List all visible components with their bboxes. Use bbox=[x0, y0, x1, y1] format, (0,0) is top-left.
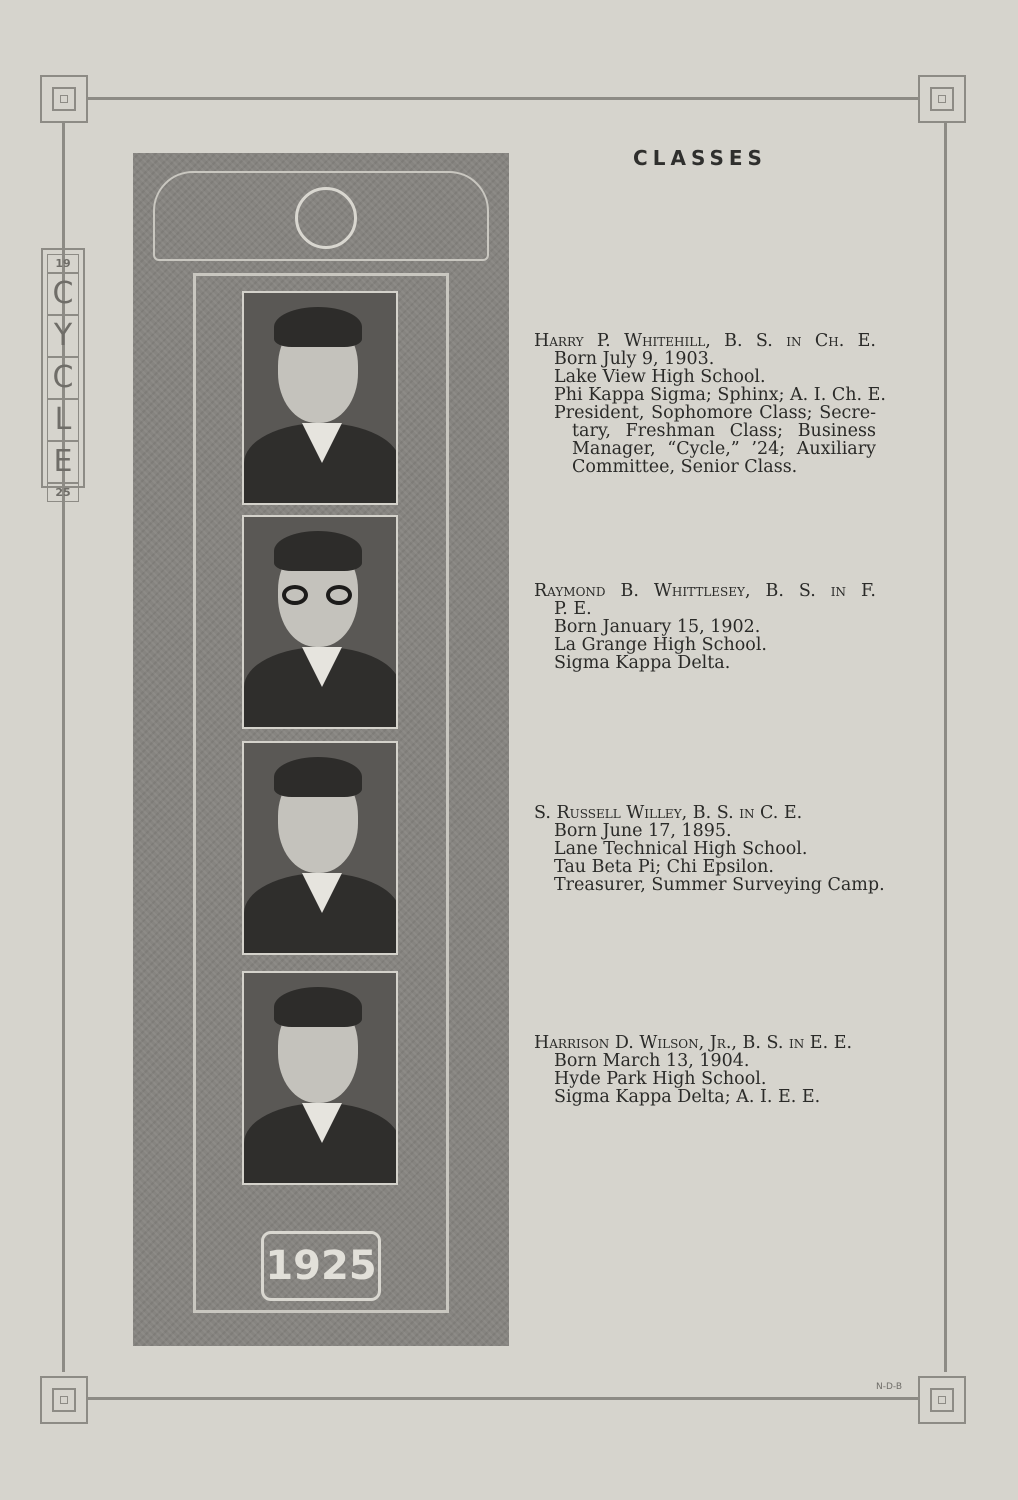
corner-ornament-top-right bbox=[918, 75, 966, 123]
side-letter: L bbox=[47, 399, 79, 441]
entry-line: La Grange High School. bbox=[554, 635, 767, 655]
entry-whittlesey bbox=[534, 582, 876, 672]
cycle-side-label bbox=[41, 248, 85, 499]
border-right bbox=[944, 122, 947, 1372]
border-bottom bbox=[88, 1397, 918, 1400]
entry-name: Harrison D. Wilson, Jr., B. S. in E. E. bbox=[534, 1033, 853, 1053]
entry-line: Born June 17, 1895. bbox=[554, 821, 732, 841]
border-top bbox=[88, 97, 918, 100]
entry-line: Born March 13, 1904. bbox=[554, 1051, 750, 1071]
printer-imprint: N-D-B bbox=[876, 1382, 903, 1392]
panel-year-badge: 1925 bbox=[261, 1231, 381, 1301]
entry-wilson bbox=[534, 1034, 876, 1106]
entry-line: Treasurer, Summer Surveying Camp. bbox=[554, 875, 885, 895]
portrait-willey bbox=[242, 741, 398, 955]
entry-line: Tau Beta Pi; Chi Epsilon. bbox=[554, 857, 774, 877]
side-letter: C bbox=[47, 273, 79, 315]
entry-name: S. Russell Willey, B. S. in C. E. bbox=[534, 803, 803, 823]
side-year-top: 19 bbox=[47, 254, 79, 273]
entry-willey bbox=[534, 803, 885, 895]
glasses-icon bbox=[282, 585, 354, 605]
side-letter: E bbox=[47, 441, 79, 483]
corner-ornament-bottom-left bbox=[40, 1376, 88, 1424]
entry-para-rest: tary, Freshman Class; Business Manager, “Cycle,” ’24; Auxiliary Committee, Senior Class. bbox=[572, 421, 876, 477]
side-letter: Y bbox=[47, 315, 79, 357]
entry-line: Sigma Kappa Delta; A. I. E. E. bbox=[554, 1087, 821, 1107]
entry-line: Hyde Park High School. bbox=[554, 1069, 767, 1089]
page-title: CLASSES bbox=[633, 146, 767, 170]
portrait-whittlesey bbox=[242, 515, 398, 729]
corner-ornament-top-left bbox=[40, 75, 88, 123]
entry-name: Raymond B. Whittlesey, B. S. in F. bbox=[534, 581, 876, 601]
entry-line: Phi Kappa Sigma; Sphinx; A. I. Ch. E. bbox=[554, 385, 886, 405]
corner-ornament-bottom-right bbox=[918, 1376, 966, 1424]
portrait-panel bbox=[133, 153, 509, 1346]
entry-line: Sigma Kappa Delta. bbox=[554, 653, 731, 673]
side-letter: C bbox=[47, 357, 79, 399]
side-year-bottom: 25 bbox=[47, 483, 79, 502]
portrait-whitehill bbox=[242, 291, 398, 505]
entry-line: Lane Technical High School. bbox=[554, 839, 808, 859]
entry-para-first: President, Sophomore Class; Secre- bbox=[554, 403, 876, 423]
entry-line: Born January 15, 1902. bbox=[554, 617, 761, 637]
panel-top-ornament bbox=[153, 171, 489, 261]
entry-whitehill bbox=[534, 331, 886, 477]
entry-line: Born July 9, 1903. bbox=[554, 349, 715, 369]
entry-name: Harry P. Whitehill, B. S. in Ch. E. bbox=[534, 331, 876, 351]
entry-paragraph bbox=[534, 404, 876, 476]
portrait-wilson bbox=[242, 971, 398, 1185]
entry-name-continued: P. E. bbox=[554, 599, 592, 619]
entry-line: Lake View High School. bbox=[554, 367, 766, 387]
